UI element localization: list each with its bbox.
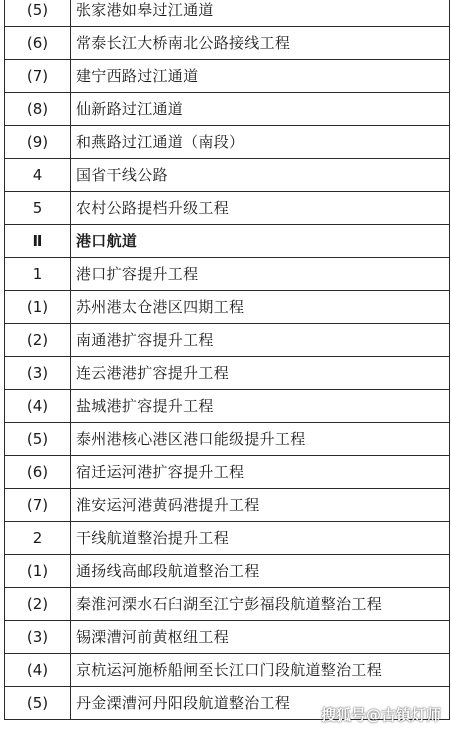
row-number: (6) — [5, 27, 71, 60]
row-number: 4 — [5, 159, 71, 192]
table-row — [5, 522, 450, 555]
project-name: 苏州港太仓港区四期工程 — [71, 291, 450, 324]
project-name: 宿迁运河港扩容提升工程 — [71, 456, 450, 489]
table-row — [5, 357, 450, 390]
project-name: 盐城港扩容提升工程 — [71, 390, 450, 423]
section-number: Ⅱ — [5, 225, 71, 258]
table-row — [5, 192, 450, 225]
row-number: (2) — [5, 588, 71, 621]
project-table — [4, 0, 450, 720]
row-number: (5) — [5, 0, 71, 27]
table-row — [5, 489, 450, 522]
table-row — [5, 258, 450, 291]
project-name: 泰州港核心港区港口能级提升工程 — [71, 423, 450, 456]
project-name: 干线航道整治提升工程 — [71, 522, 450, 555]
table-row — [5, 60, 450, 93]
project-name: 淮安运河港黄码港提升工程 — [71, 489, 450, 522]
project-name: 常泰长江大桥南北公路接线工程 — [71, 27, 450, 60]
section-header-row — [5, 225, 450, 258]
row-number: (4) — [5, 654, 71, 687]
row-number: (2) — [5, 324, 71, 357]
row-number: (7) — [5, 60, 71, 93]
project-name: 连云港港扩容提升工程 — [71, 357, 450, 390]
row-number: 1 — [5, 258, 71, 291]
table-row — [5, 390, 450, 423]
project-name: 仙新路过江通道 — [71, 93, 450, 126]
watermark: 搜狐号@古镇灯师 — [320, 706, 441, 724]
project-name: 建宁西路过江通道 — [71, 60, 450, 93]
project-name: 通扬线高邮段航道整治工程 — [71, 555, 450, 588]
table-row — [5, 27, 450, 60]
table-row — [5, 555, 450, 588]
project-name: 和燕路过江通道（南段） — [71, 126, 450, 159]
project-name: 南通港扩容提升工程 — [71, 324, 450, 357]
table-row — [5, 126, 450, 159]
table-row — [5, 93, 450, 126]
row-number: (3) — [5, 621, 71, 654]
project-name: 京杭运河施桥船闸至长江口门段航道整治工程 — [71, 654, 450, 687]
table-row — [5, 423, 450, 456]
table-row — [5, 324, 450, 357]
table-row — [5, 654, 450, 687]
table-row — [5, 588, 450, 621]
table-row — [5, 621, 450, 654]
project-name: 丹金溧漕河丹阳段航道整治工程 — [71, 687, 450, 720]
row-number: (3) — [5, 357, 71, 390]
project-name: 港口扩容提升工程 — [71, 258, 450, 291]
project-name: 秦淮河溧水石臼湖至江宁彭福段航道整治工程 — [71, 588, 450, 621]
table-row — [5, 291, 450, 324]
row-number: (7) — [5, 489, 71, 522]
row-number: (4) — [5, 390, 71, 423]
row-number: (1) — [5, 555, 71, 588]
project-name: 锡溧漕河前黄枢纽工程 — [71, 621, 450, 654]
row-number: (8) — [5, 93, 71, 126]
table-row — [5, 159, 450, 192]
row-number: (5) — [5, 687, 71, 720]
project-name: 农村公路提档升级工程 — [71, 192, 450, 225]
row-number: (9) — [5, 126, 71, 159]
row-number: (1) — [5, 291, 71, 324]
row-number: (6) — [5, 456, 71, 489]
row-number: 2 — [5, 522, 71, 555]
section-title: 港口航道 — [71, 225, 450, 258]
project-name: 国省干线公路 — [71, 159, 450, 192]
row-number: (5) — [5, 423, 71, 456]
project-name: 张家港如皋过江通道 — [71, 0, 450, 27]
table-row — [5, 456, 450, 489]
table-row — [5, 0, 450, 27]
row-number: 5 — [5, 192, 71, 225]
